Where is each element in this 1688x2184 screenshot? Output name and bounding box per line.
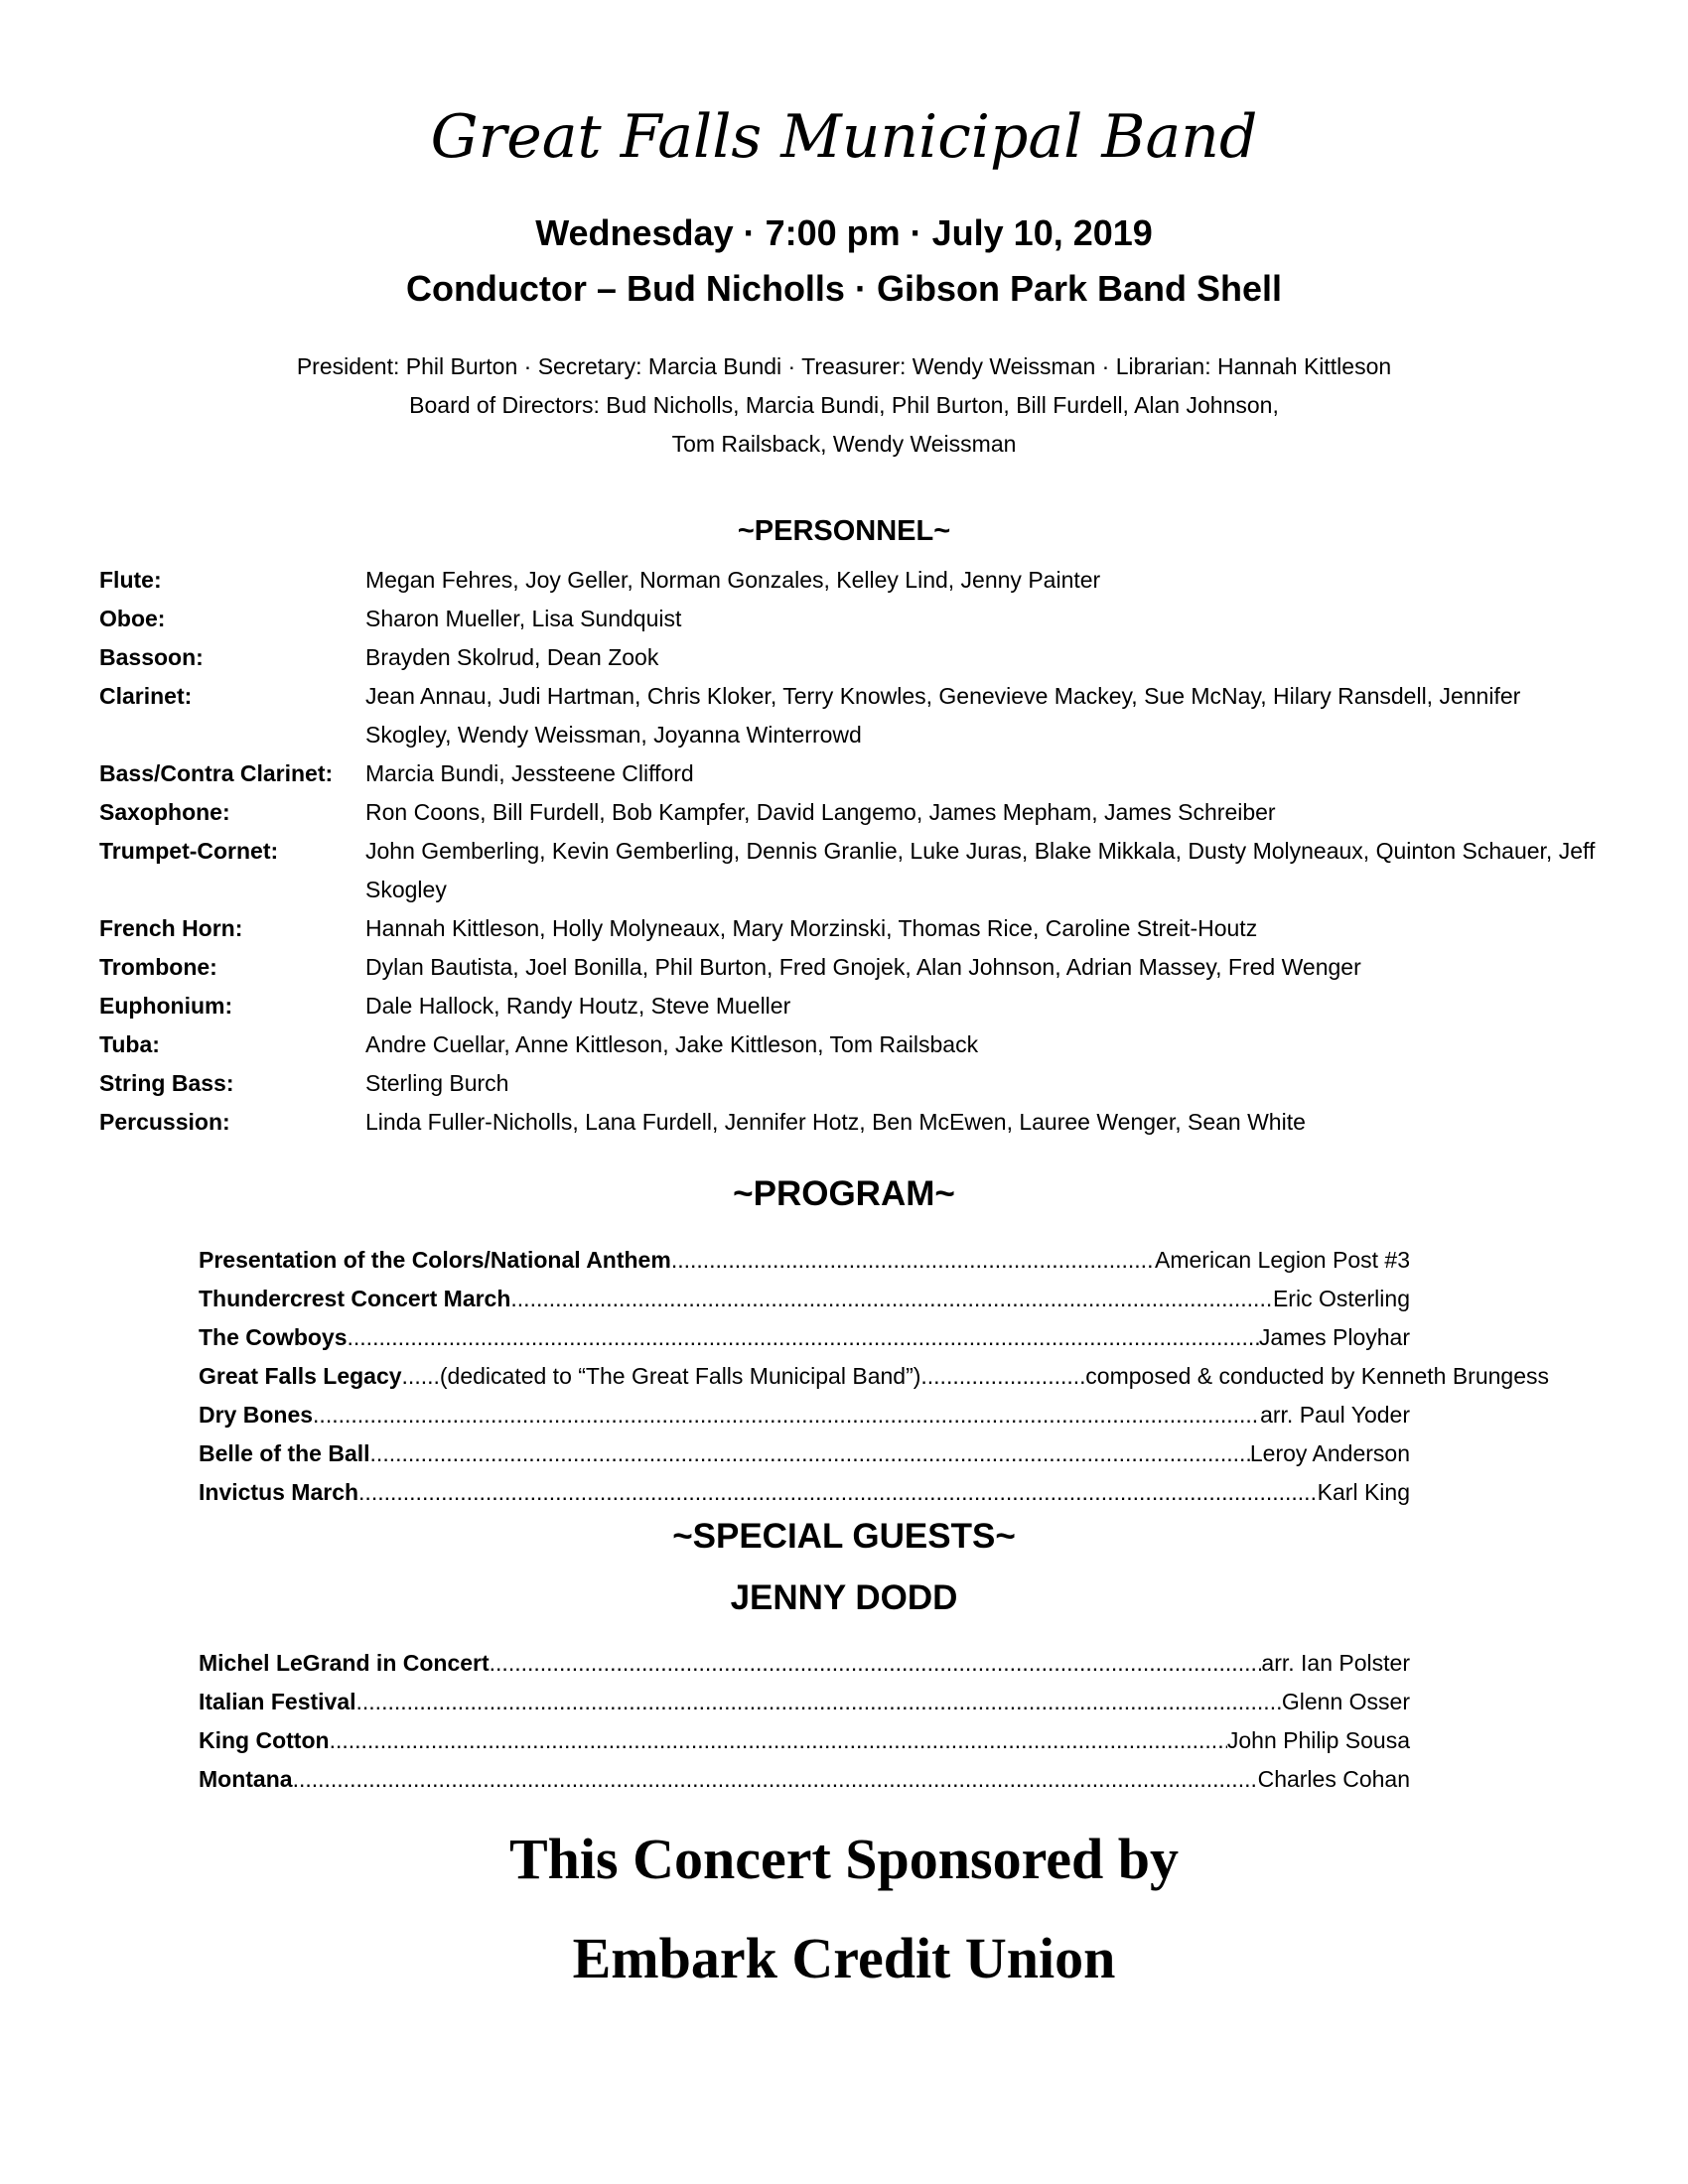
piece-credit: composed & conducted by Kenneth Brungess [1085, 1363, 1549, 1389]
program-item [199, 1721, 1410, 1760]
piece-title: Dry Bones [199, 1402, 314, 1428]
musician-names: Megan Fehres, Joy Geller, Norman Gonzales, Kelley Lind, Jenny Painter [365, 567, 1101, 593]
instrument-label: Saxophone: [99, 799, 230, 825]
program-item [199, 1760, 1410, 1799]
musician-names: Jean Annau, Judi Hartman, Chris Kloker, Terry Knowles, Genevieve Mackey, Sue McNay, Hilary Ransdell, Jennifer Skogley, Wendy Weissman, Joyanna Winterrowd [365, 683, 1521, 748]
musician-names: Brayden Skolrud, Dean Zook [365, 644, 659, 670]
piece-credit: arr. Ian Polster [1261, 1650, 1410, 1676]
dot-leader [356, 1683, 1282, 1721]
conductor-venue-line: Conductor – Bud Nicholls · Gibson Park Band Shell [405, 268, 1283, 309]
piece-credit: Leroy Anderson [1249, 1440, 1410, 1466]
dot-leader [510, 1280, 1273, 1318]
instrument-label: Tuba: [99, 1031, 160, 1057]
piece-title: The Cowboys [199, 1324, 348, 1350]
dot-leader [370, 1434, 1250, 1473]
piece-dedication: ......(dedicated to “The Great Falls Municipal Band”) [401, 1363, 921, 1389]
officers-line: President: Phil Burton · Secretary: Marcia Bundi · Treasurer: Wendy Weissman · Librarian: Hannah Kittleson [296, 353, 1392, 379]
piece-title: King Cotton [199, 1727, 330, 1753]
musician-names: Dylan Bautista, Joel Bonilla, Phil Burton, Fred Gnojek, Alan Johnson, Adrian Massey, Fred Wenger [365, 954, 1361, 980]
personnel-list [99, 561, 1609, 1142]
program-item [199, 1318, 1410, 1357]
personnel-row [99, 754, 1609, 793]
personnel-row [99, 600, 1609, 638]
program-item [199, 1396, 1410, 1434]
musician-names: Sharon Mueller, Lisa Sundquist [365, 606, 682, 631]
dot-leader [920, 1357, 1085, 1396]
program-item [199, 1241, 1410, 1280]
instrument-label: Flute: [99, 567, 162, 593]
personnel-row [99, 1025, 1609, 1064]
board-line: Board of Directors: Bud Nicholls, Marcia Bundi, Phil Burton, Bill Furdell, Alan Johnson, [409, 392, 1279, 418]
special-guests-heading: ~SPECIAL GUESTS~ [672, 1517, 1016, 1556]
musician-names: Linda Fuller-Nicholls, Lana Furdell, Jennifer Hotz, Ben McEwen, Lauree Wenger, Sean White [365, 1109, 1306, 1135]
instrument-label: Trumpet-Cornet: [99, 838, 279, 864]
piece-credit: Charles Cohan [1257, 1766, 1410, 1792]
dot-leader [293, 1760, 1258, 1799]
musician-names: Dale Hallock, Randy Houtz, Steve Mueller [365, 993, 791, 1019]
program-item [199, 1280, 1410, 1318]
instrument-label: French Horn: [99, 915, 243, 941]
band-title: Great Falls Municipal Band [430, 102, 1258, 172]
dot-leader [671, 1241, 1155, 1280]
piece-title: Michel LeGrand in Concert [199, 1650, 490, 1676]
musician-names: Andre Cuellar, Anne Kittleson, Jake Kittleson, Tom Railsback [365, 1031, 979, 1057]
musician-names: Marcia Bundi, Jessteene Clifford [365, 760, 694, 786]
personnel-row [99, 793, 1609, 832]
piece-title: Great Falls Legacy [199, 1363, 402, 1389]
musician-names: John Gemberling, Kevin Gemberling, Dennis Granlie, Luke Juras, Blake Mikkala, Dusty Molyneaux, Quinton Schauer, Jeff Skogley [365, 838, 1596, 902]
personnel-row [99, 677, 1609, 754]
personnel-row [99, 832, 1609, 909]
dot-leader [313, 1396, 1260, 1434]
piece-title: Presentation of the Colors/National Anthem [199, 1247, 671, 1273]
personnel-row [99, 948, 1609, 987]
instrument-label: Percussion: [99, 1109, 230, 1135]
piece-credit: John Philip Sousa [1226, 1727, 1410, 1753]
personnel-row [99, 1103, 1609, 1142]
musician-names: Sterling Burch [365, 1070, 509, 1096]
piece-title: Belle of the Ball [199, 1440, 370, 1466]
concert-date-line: Wednesday · 7:00 pm · July 10, 2019 [535, 212, 1153, 253]
program-item [199, 1644, 1410, 1683]
program-heading: ~PROGRAM~ [733, 1174, 955, 1213]
instrument-label: Bassoon: [99, 644, 204, 670]
piece-credit: arr. Paul Yoder [1260, 1402, 1410, 1428]
piece-credit: American Legion Post #3 [1155, 1247, 1410, 1273]
guest-name: JENNY DODD [730, 1578, 958, 1617]
personnel-row [99, 1064, 1609, 1103]
program-item [199, 1473, 1410, 1512]
instrument-label: Clarinet: [99, 683, 193, 709]
officers-block [0, 347, 1688, 464]
dot-leader [348, 1318, 1259, 1357]
program-item [199, 1357, 1549, 1396]
piece-credit: James Ployhar [1258, 1324, 1410, 1350]
piece-credit: Glenn Osser [1281, 1689, 1410, 1714]
dot-leader [330, 1721, 1227, 1760]
piece-title: Thundercrest Concert March [199, 1286, 511, 1311]
guest-program-list [199, 1644, 1410, 1799]
instrument-label: Euphonium: [99, 993, 233, 1019]
sponsor-name: Embark Credit Union [572, 1926, 1116, 1990]
piece-credit: Eric Osterling [1272, 1286, 1410, 1311]
piece-title: Italian Festival [199, 1689, 356, 1714]
program-list [199, 1241, 1549, 1512]
sponsor-line: This Concert Sponsored by [508, 1827, 1180, 1891]
musician-names: Ron Coons, Bill Furdell, Bob Kampfer, David Langemo, James Mepham, James Schreiber [365, 799, 1276, 825]
instrument-label: Trombone: [99, 954, 217, 980]
instrument-label: Oboe: [99, 606, 166, 631]
musician-names: Hannah Kittleson, Holly Molyneaux, Mary Morzinski, Thomas Rice, Caroline Streit-Houtz [365, 915, 1258, 941]
personnel-row [99, 909, 1609, 948]
personnel-row [99, 987, 1609, 1025]
personnel-row [99, 561, 1609, 600]
board-line-continued: Tom Railsback, Wendy Weissman [671, 431, 1017, 457]
dot-leader [358, 1473, 1318, 1512]
piece-title: Montana [199, 1766, 293, 1792]
program-item [199, 1434, 1410, 1473]
program-item [199, 1683, 1410, 1721]
instrument-label: String Bass: [99, 1070, 234, 1096]
piece-title: Invictus March [199, 1479, 359, 1505]
personnel-heading: ~PERSONNEL~ [737, 515, 951, 547]
piece-credit: Karl King [1317, 1479, 1410, 1505]
dot-leader [490, 1644, 1262, 1683]
personnel-row [99, 638, 1609, 677]
instrument-label: Bass/Contra Clarinet: [99, 760, 334, 786]
